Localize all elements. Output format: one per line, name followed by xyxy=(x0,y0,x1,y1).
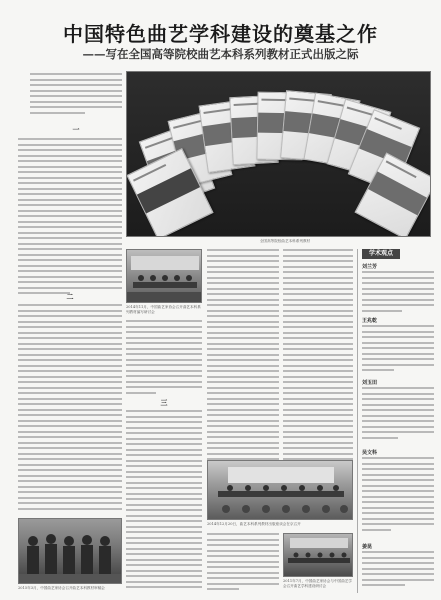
expert-quote xyxy=(362,387,434,447)
article-title: 中国特色曲艺学科建设的奠基之作 xyxy=(63,22,378,46)
expert-name: 姜昆 xyxy=(362,544,373,550)
expert-quote xyxy=(362,325,434,377)
expert-name: 王兆乾 xyxy=(362,318,378,324)
photo-group-portrait xyxy=(18,518,122,584)
expert-name: 刘兰芳 xyxy=(362,264,378,270)
photo-meeting-1 xyxy=(126,249,202,303)
sidebar-academic-views xyxy=(357,249,435,593)
seminar-illustration xyxy=(284,534,353,577)
section-heading-1: 一 xyxy=(72,125,80,134)
middle-text-a xyxy=(126,320,202,395)
books-caption: 全国高等院校曲艺本科系列教材 xyxy=(259,239,311,243)
meeting-illustration xyxy=(127,250,202,303)
photo3-caption: 2014年12月20日，曲艺本科系列教材出版座谈会在京召开 xyxy=(207,522,301,526)
group-people-illustration xyxy=(19,519,122,584)
section-heading-3: 三 xyxy=(160,398,168,407)
expert-quote xyxy=(362,457,434,541)
expert-name: 吴文科 xyxy=(362,450,378,456)
photo1-caption: 2014年11月，中国曲艺家协会召开曲艺本科系列教材编写研讨会 xyxy=(126,305,201,314)
photo-meeting-2 xyxy=(207,460,353,520)
section2-text xyxy=(18,304,122,516)
photo-books xyxy=(126,71,431,237)
expert-quote xyxy=(362,551,434,591)
right-text-c xyxy=(207,533,279,593)
photo2-caption: 2011年7月，中国曲艺家协会与中国曲艺学会召开曲艺学科建设研讨会 xyxy=(283,579,352,588)
photo-meeting-3 xyxy=(283,533,353,577)
photo4-caption: 2015年3月，中国曲艺家协会召开曲艺本科教材审稿会 xyxy=(18,586,105,590)
section1-text xyxy=(18,138,122,293)
article-subtitle: ——写在全国高等院校曲艺本科系列教材正式出版之际 xyxy=(82,47,359,61)
right-text-b xyxy=(283,249,353,464)
expert-quote xyxy=(362,271,434,315)
intro-text xyxy=(30,73,122,125)
right-text-a xyxy=(207,249,279,464)
sidebar-heading: 学术观点 xyxy=(362,249,400,259)
middle-text-b xyxy=(126,410,202,592)
section-heading-2: 二 xyxy=(66,292,74,301)
conference-hall-illustration xyxy=(208,461,353,520)
expert-name: 刘玉田 xyxy=(362,380,378,386)
